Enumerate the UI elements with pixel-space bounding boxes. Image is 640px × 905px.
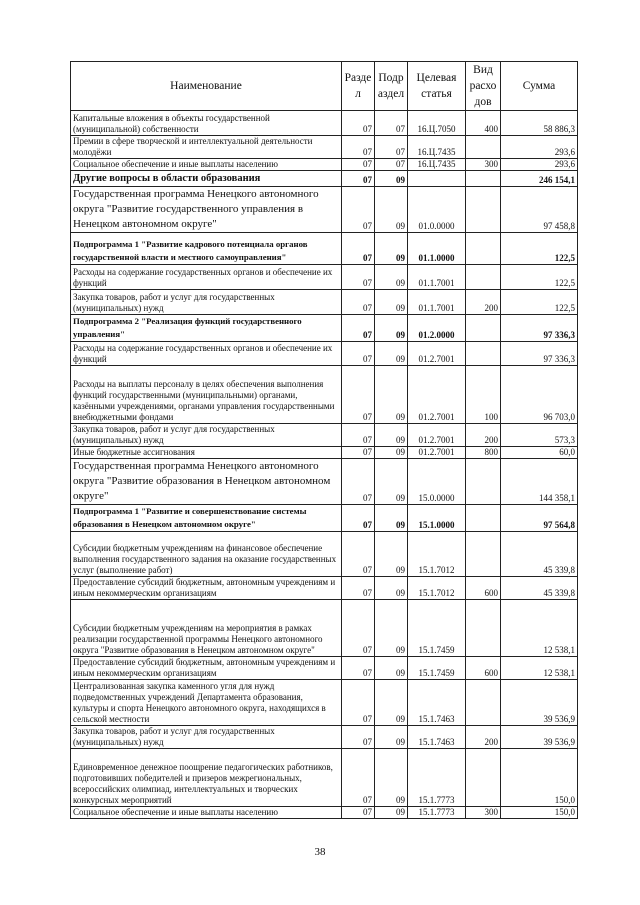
row-expense-type: [466, 505, 501, 532]
row-target: 16.Ц.7435: [408, 136, 466, 159]
row-subsection: 09: [375, 807, 408, 819]
row-name: Подпрограмма 2 "Реализация функций государственного управления": [71, 315, 342, 342]
row-amount: 97 336,3: [501, 315, 578, 342]
row-section: 07: [342, 532, 375, 577]
row-target: 01.1.7001: [408, 265, 466, 290]
row-section: 07: [342, 342, 375, 366]
row-target: 01.2.7001: [408, 342, 466, 366]
row-expense-type: [466, 680, 501, 726]
header-target: Целевая статья: [408, 62, 466, 111]
table-row: [71, 159, 578, 171]
row-expense-type: 400: [466, 111, 501, 136]
table-row: [71, 447, 578, 459]
row-section: 07: [342, 136, 375, 159]
row-target: 01.2.7001: [408, 447, 466, 459]
row-section: 07: [342, 459, 375, 505]
table-row: [71, 807, 578, 819]
row-name: Централизованная закупка каменного угля для нужд подведомственных учреждений Департамента образования, культуры и спорта Ненецкого автономного округа, находящихся в сельской местности: [71, 680, 342, 726]
row-amount: 144 358,1: [501, 459, 578, 505]
row-target: 01.2.7001: [408, 366, 466, 424]
row-name: Иные бюджетные ассигнования: [71, 447, 342, 459]
row-target: 01.1.0000: [408, 233, 466, 265]
row-expense-type: [466, 459, 501, 505]
row-amount: 293,6: [501, 159, 578, 171]
row-name: Расходы на содержание государственных органов и обеспечение их функций: [71, 342, 342, 366]
table-row: [71, 233, 578, 265]
row-subsection: 09: [375, 749, 408, 807]
row-subsection: 09: [375, 315, 408, 342]
row-target: 15.1.7012: [408, 532, 466, 577]
row-subsection: 09: [375, 657, 408, 680]
row-subsection: 09: [375, 726, 408, 749]
row-name: Подпрограмма 1 "Развитие и совершенствование системы образования в Ненецком автономном округе": [71, 505, 342, 532]
row-section: 07: [342, 447, 375, 459]
row-target: 15.1.7459: [408, 657, 466, 680]
row-subsection: 09: [375, 459, 408, 505]
row-expense-type: [466, 315, 501, 342]
row-expense-type: 200: [466, 424, 501, 447]
row-amount: 246 154,1: [501, 171, 578, 187]
row-amount: 293,6: [501, 136, 578, 159]
page-number: 38: [314, 846, 326, 858]
row-name: Капитальные вложения в объекты государственной (муниципальной) собственности: [71, 111, 342, 136]
row-expense-type: 200: [466, 726, 501, 749]
row-name: Закупка товаров, работ и услуг для государственных (муниципальных) нужд: [71, 290, 342, 315]
row-amount: 12 538,1: [501, 600, 578, 657]
row-section: 07: [342, 577, 375, 600]
row-section: 07: [342, 187, 375, 233]
row-amount: 122,5: [501, 290, 578, 315]
header-subsection: Подр аздел: [375, 62, 408, 111]
row-section: 07: [342, 171, 375, 187]
row-name: Другие вопросы в области образования: [71, 171, 342, 187]
row-subsection: 09: [375, 233, 408, 265]
row-amount: 45 339,8: [501, 577, 578, 600]
row-section: 07: [342, 505, 375, 532]
row-amount: 97 458,8: [501, 187, 578, 233]
row-subsection: 09: [375, 290, 408, 315]
table-row: [71, 424, 578, 447]
table-row: [71, 315, 578, 342]
row-section: 07: [342, 233, 375, 265]
row-target: 01.2.0000: [408, 315, 466, 342]
row-expense-type: [466, 171, 501, 187]
row-target: 01.1.7001: [408, 290, 466, 315]
row-name: Подпрограмма 1 "Развитие кадрового потенциала органов государственной власти и местного самоуправления": [71, 233, 342, 265]
row-amount: 60,0: [501, 447, 578, 459]
row-name: Государственная программа Ненецкого автономного округа "Развитие образования в Ненецком автономном округе": [71, 459, 342, 505]
row-amount: 96 703,0: [501, 366, 578, 424]
table-row: [71, 749, 578, 807]
row-name: Субсидии бюджетным учреждениям на мероприятия в рамках реализации государственной программы Ненецкого автономного округа "Развитие образования в Ненецком автономном округе": [71, 600, 342, 657]
header-name: Наименование: [71, 62, 342, 111]
row-expense-type: [466, 342, 501, 366]
row-target: 15.1.7459: [408, 600, 466, 657]
row-section: 07: [342, 807, 375, 819]
row-name: Расходы на содержание государственных органов и обеспечение их функций: [71, 265, 342, 290]
row-section: 07: [342, 600, 375, 657]
row-section: 07: [342, 265, 375, 290]
budget-table: [70, 61, 578, 819]
row-amount: 150,0: [501, 807, 578, 819]
row-amount: 58 886,3: [501, 111, 578, 136]
row-target: 16.Ц.7050: [408, 111, 466, 136]
row-amount: 97 564,8: [501, 505, 578, 532]
row-name: Расходы на выплаты персоналу в целях обеспечения выполнения функций государственными (муниципальными) органами, казёнными учреждениями, органами управления государственными внебюджетными фондами: [71, 366, 342, 424]
row-target: 15.1.7773: [408, 749, 466, 807]
row-expense-type: 100: [466, 366, 501, 424]
row-target: 15.1.7773: [408, 807, 466, 819]
row-section: 07: [342, 680, 375, 726]
table-row: [71, 459, 578, 505]
row-section: 07: [342, 657, 375, 680]
row-expense-type: [466, 233, 501, 265]
row-section: 07: [342, 366, 375, 424]
header-section: Разде л: [342, 62, 375, 111]
table-row: [71, 111, 578, 136]
table-row: [71, 171, 578, 187]
row-section: 07: [342, 315, 375, 342]
row-subsection: 09: [375, 680, 408, 726]
row-name: Субсидии бюджетным учреждениям на финансовое обеспечение выполнения государственного задания на оказание государственных услуг (выполнение работ): [71, 532, 342, 577]
row-subsection: 09: [375, 424, 408, 447]
row-expense-type: [466, 600, 501, 657]
table-row: [71, 290, 578, 315]
row-amount: 573,3: [501, 424, 578, 447]
row-subsection: 09: [375, 265, 408, 290]
row-expense-type: [466, 265, 501, 290]
header-expense-type: Вид расхо дов: [466, 62, 501, 111]
row-target: 15.1.7012: [408, 577, 466, 600]
row-amount: 150,0: [501, 749, 578, 807]
row-section: 07: [342, 159, 375, 171]
row-target: 01.0.0000: [408, 187, 466, 233]
table-row: [71, 657, 578, 680]
row-amount: 12 538,1: [501, 657, 578, 680]
row-expense-type: 600: [466, 657, 501, 680]
header-amount: Сумма: [501, 62, 578, 111]
table-row: [71, 505, 578, 532]
row-section: 07: [342, 749, 375, 807]
row-expense-type: 300: [466, 807, 501, 819]
row-subsection: 09: [375, 577, 408, 600]
row-subsection: 07: [375, 111, 408, 136]
table-row: [71, 136, 578, 159]
row-name: Предоставление субсидий бюджетным, автономным учреждениям и иным некоммерческим организациям: [71, 577, 342, 600]
row-subsection: 09: [375, 532, 408, 577]
row-name: Закупка товаров, работ и услуг для государственных (муниципальных) нужд: [71, 726, 342, 749]
row-name: Социальное обеспечение и иные выплаты населению: [71, 807, 342, 819]
row-expense-type: 200: [466, 290, 501, 315]
table-row: [71, 680, 578, 726]
table-row: [71, 265, 578, 290]
row-section: 07: [342, 290, 375, 315]
table-row: [71, 366, 578, 424]
row-amount: 45 339,8: [501, 532, 578, 577]
row-amount: 39 536,9: [501, 726, 578, 749]
row-target: 01.2.7001: [408, 424, 466, 447]
row-expense-type: 300: [466, 159, 501, 171]
row-amount: 97 336,3: [501, 342, 578, 366]
row-section: 07: [342, 726, 375, 749]
row-expense-type: 600: [466, 577, 501, 600]
row-target: 16.Ц.7435: [408, 159, 466, 171]
row-section: 07: [342, 111, 375, 136]
row-expense-type: [466, 749, 501, 807]
row-subsection: 07: [375, 136, 408, 159]
row-section: 07: [342, 424, 375, 447]
table-row: [71, 726, 578, 749]
row-target: 15.0.0000: [408, 459, 466, 505]
row-name: Премии в сфере творческой и интеллектуальной деятельности молодёжи: [71, 136, 342, 159]
table-row: [71, 342, 578, 366]
row-expense-type: [466, 187, 501, 233]
row-target: [408, 171, 466, 187]
row-expense-type: [466, 532, 501, 577]
row-name: Закупка товаров, работ и услуг для государственных (муниципальных) нужд: [71, 424, 342, 447]
table-row: [71, 577, 578, 600]
row-name: Единовременное денежное поощрение педагогических работников, подготовивших победителей и призеров межрегиональных, всероссийских олимпиад, интеллектуальных и творческих конкурсных мероприятий: [71, 749, 342, 807]
row-name: Предоставление субсидий бюджетным, автономным учреждениям и иным некоммерческим организациям: [71, 657, 342, 680]
row-name: Государственная программа Ненецкого автономного округа "Развитие государственного управления в Ненецком автономном округе": [71, 187, 342, 233]
table-header-row: [71, 62, 578, 111]
row-subsection: 09: [375, 505, 408, 532]
table-row: [71, 600, 578, 657]
row-target: 15.1.7463: [408, 726, 466, 749]
table-row: [71, 532, 578, 577]
row-subsection: 09: [375, 171, 408, 187]
row-subsection: 09: [375, 342, 408, 366]
row-subsection: 09: [375, 187, 408, 233]
table-row: [71, 187, 578, 233]
row-subsection: 09: [375, 447, 408, 459]
row-target: 15.1.0000: [408, 505, 466, 532]
row-subsection: 09: [375, 600, 408, 657]
row-expense-type: [466, 136, 501, 159]
row-amount: 122,5: [501, 233, 578, 265]
row-amount: 39 536,9: [501, 680, 578, 726]
row-expense-type: 800: [466, 447, 501, 459]
row-target: 15.1.7463: [408, 680, 466, 726]
row-amount: 122,5: [501, 265, 578, 290]
row-name: Социальное обеспечение и иные выплаты населению: [71, 159, 342, 171]
row-subsection: 07: [375, 159, 408, 171]
row-subsection: 09: [375, 366, 408, 424]
